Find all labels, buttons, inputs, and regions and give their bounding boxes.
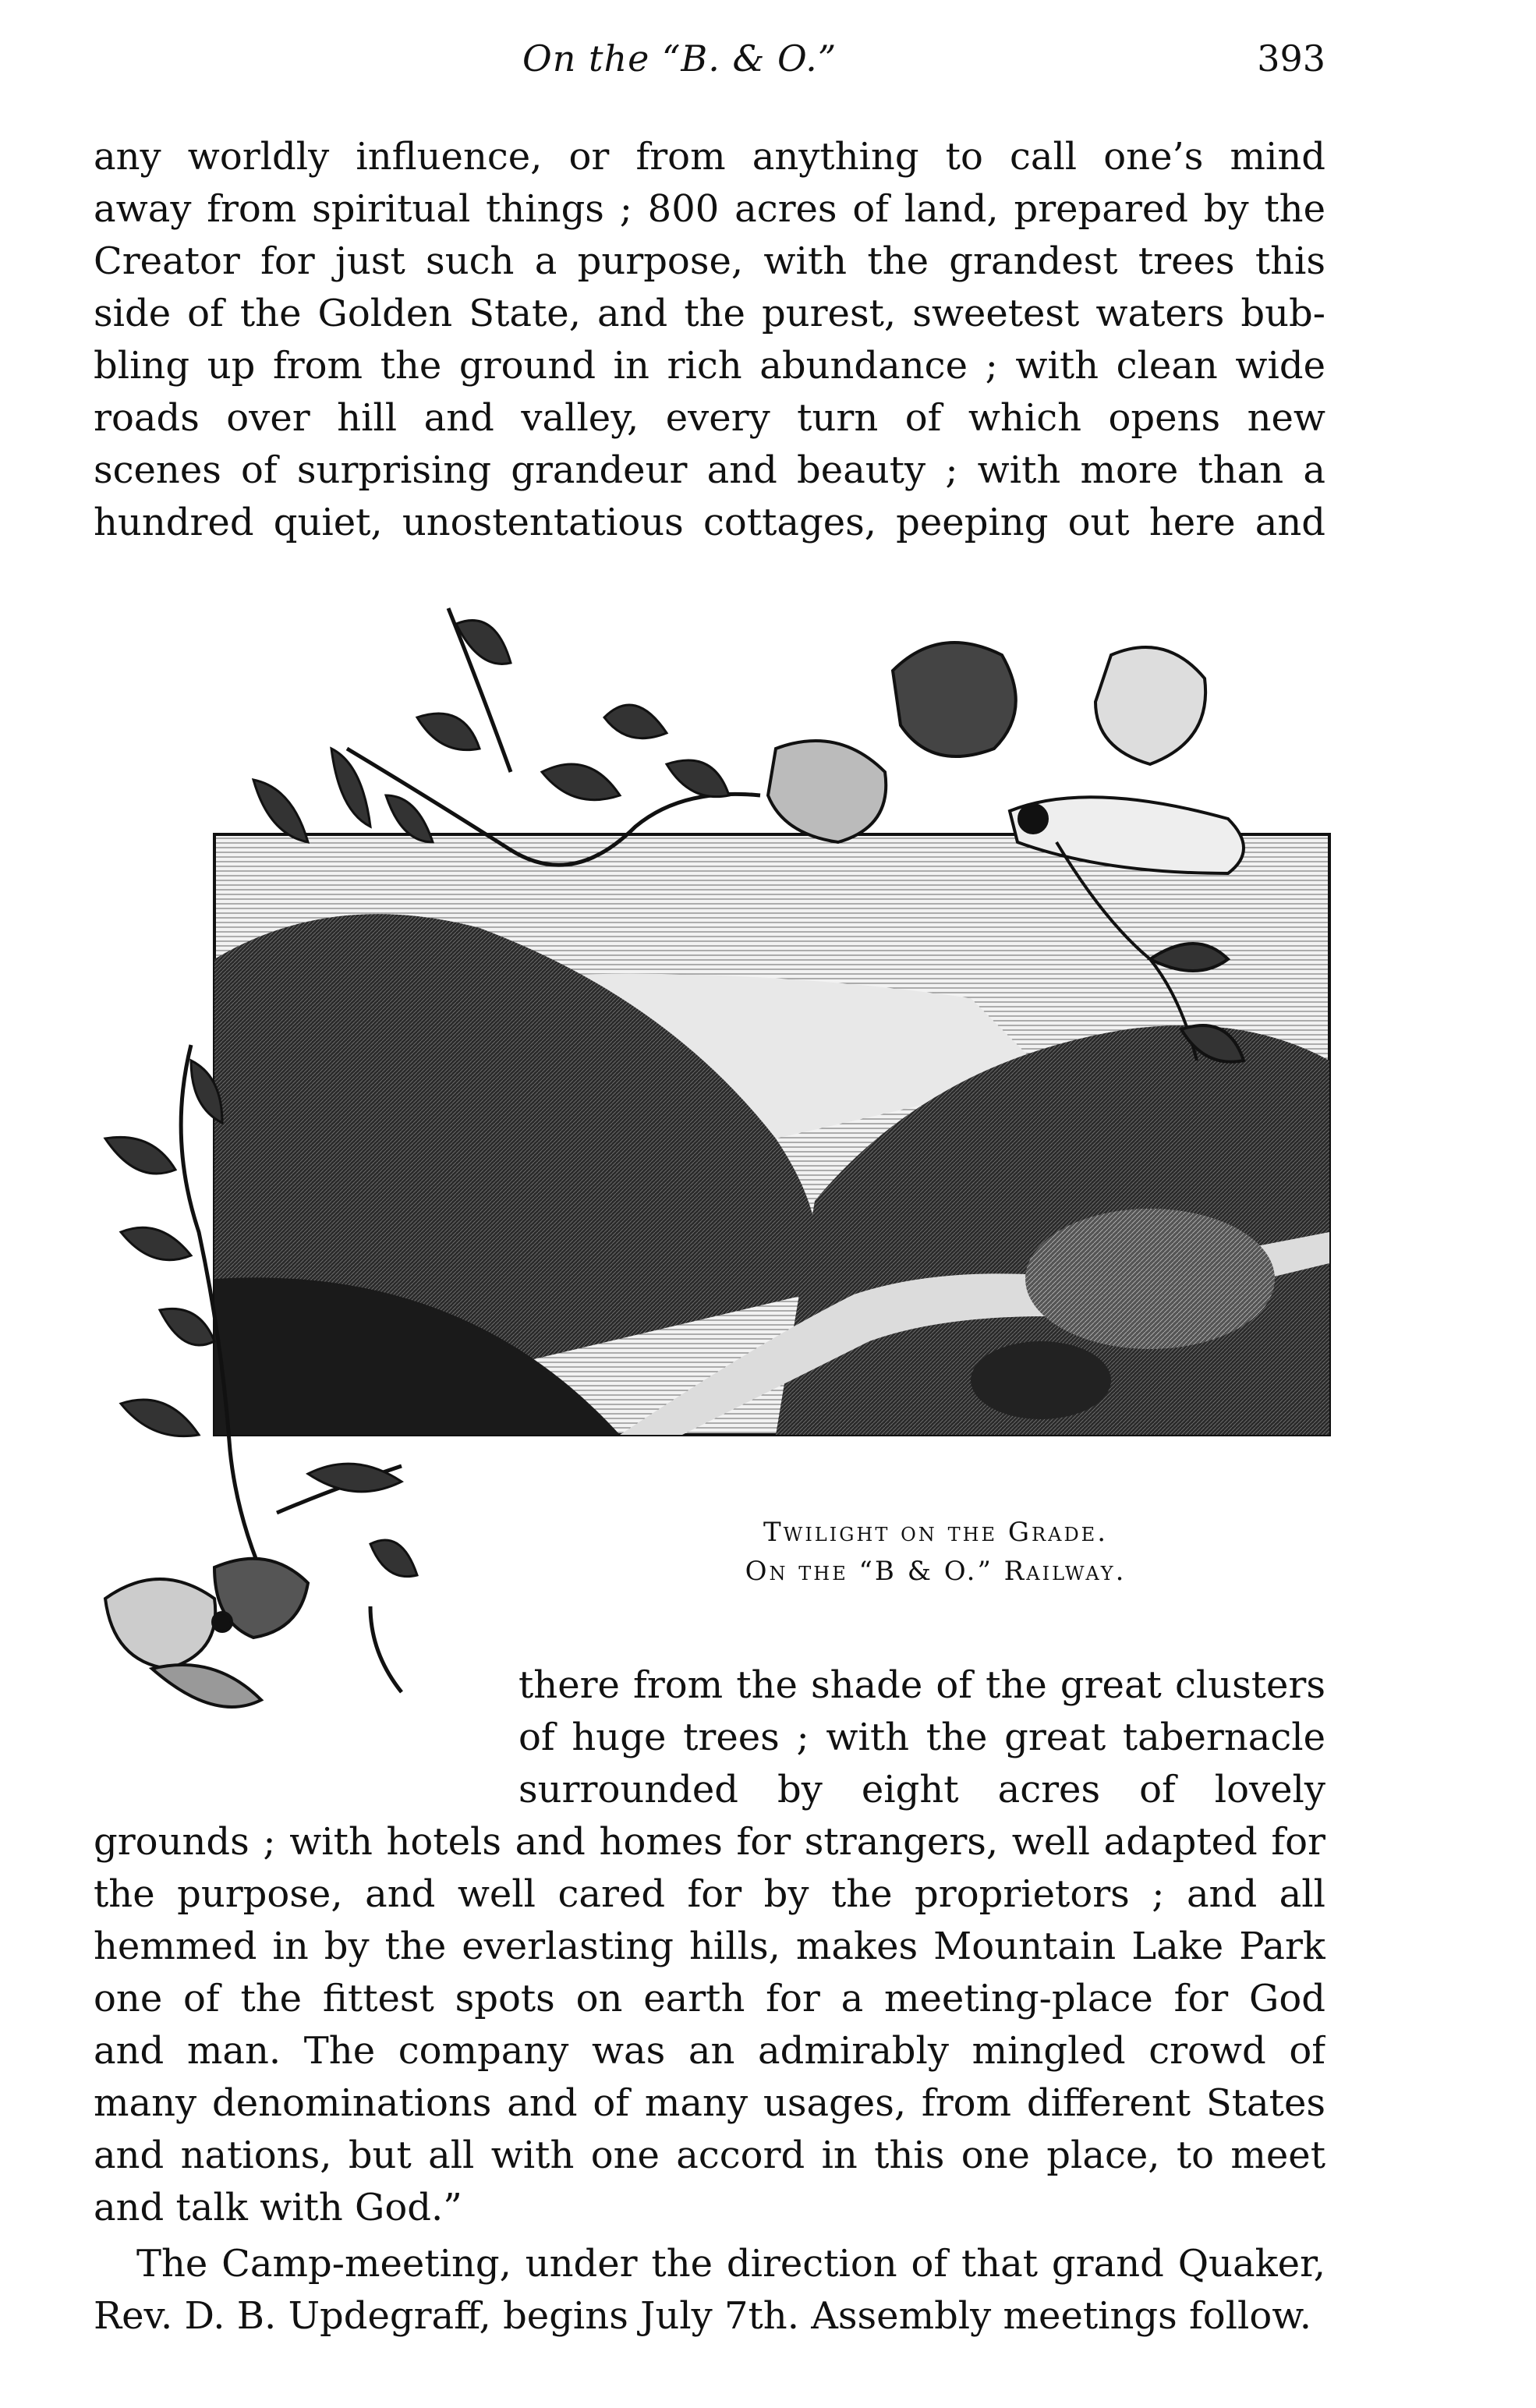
text-line: of huge trees ; with the great tabernacle: [518, 1716, 1325, 1759]
landscape-scene: [214, 834, 1329, 1435]
paragraph-wrap: [518, 1659, 1325, 1816]
running-head: [94, 37, 1325, 92]
text-line: one of the fittest spots on earth for a meeting-place for God: [94, 1977, 1325, 2020]
text-line: The Camp-meeting, under the direction of that grand Quaker,: [136, 2242, 1325, 2286]
page-number: 393: [1257, 37, 1325, 80]
text-line: and man. The company was an admirably mingled crowd of: [94, 2029, 1325, 2073]
text-line: there from the shade of the great clusters: [518, 1663, 1325, 1707]
paragraph-final: [94, 2238, 1325, 2342]
text-line: any worldly influence, or from anything to call one’s mind: [94, 135, 1325, 179]
text-line: surrounded by eight acres of lovely: [518, 1768, 1325, 1811]
text-line: Rev. D. B. Updegraff, begins July 7th. Assembly meetings follow.: [94, 2294, 1311, 2338]
text-line: bling up from the ground in rich abundance ; with clean wide: [94, 344, 1325, 388]
text-line: scenes of surprising grandeur and beauty ; with more than a: [94, 448, 1325, 492]
text-line: and talk with God.”: [94, 2186, 462, 2229]
text-line: away from spiritual things ; 800 acres of land, prepared by the: [94, 187, 1325, 231]
text-line: grounds ; with hotels and homes for strangers, well adapted for: [94, 1820, 1325, 1864]
leaf-cluster-top: [253, 621, 729, 842]
paragraph-top: [94, 131, 1325, 549]
text-line: Creator for just such a purpose, with the grandest trees this: [94, 239, 1325, 283]
text-line: hemmed in by the everlasting hills, makes Mountain Lake Park: [94, 1925, 1325, 1968]
running-title: On the “B. & O.”: [522, 37, 837, 80]
caption-line-2: On the “B & O.” Railway.: [745, 1556, 1127, 1587]
text-line: the purpose, and well cared for by the proprietors ; and all: [94, 1872, 1325, 1916]
caption-line-1: Twilight on the Grade.: [763, 1517, 1109, 1548]
text-line: roads over hill and valley, every turn of which opens new: [94, 396, 1325, 440]
text-line: and nations, but all with one accord in this one place, to meet: [94, 2134, 1325, 2177]
illustration-caption: [639, 1513, 1232, 1591]
text-line: side of the Golden State, and the purest, sweetest waters bub-: [94, 292, 1325, 335]
flower-cluster-bottom-left: [105, 1559, 308, 1707]
text-line: hundred quiet, unostentatious cottages, peeping out here and: [94, 501, 1325, 544]
text-line: many denominations and of many usages, from different States: [94, 2081, 1325, 2125]
paragraph-full: [94, 1816, 1325, 2234]
